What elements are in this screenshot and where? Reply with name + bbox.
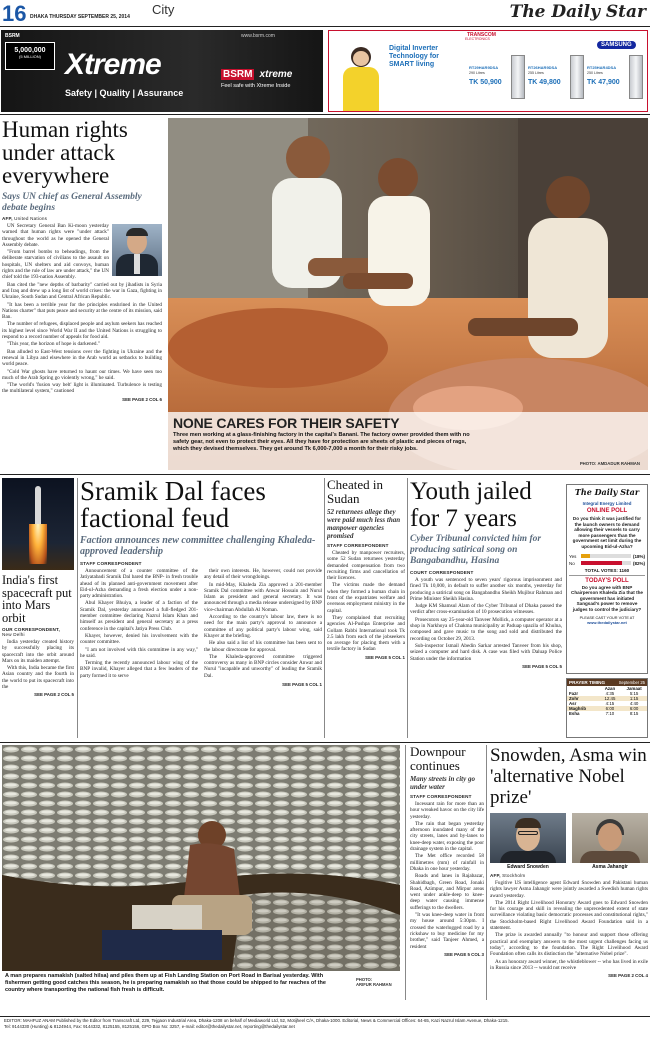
spacecraft-headline[interactable]: India's first spacecraft put into Mars orbit — [2, 573, 72, 625]
nobel-body — [490, 880, 648, 971]
sudan-paragraph: The victims made the demand when they formed a human chain in front of the expatriates welfare and overseas employment ministry in the capital. — [327, 582, 405, 614]
sudan-story — [327, 478, 405, 740]
paper-logo: The Daily Star — [509, 2, 646, 22]
prayer-cell: 8:15 — [629, 711, 639, 716]
fridge-icon — [511, 55, 525, 99]
spacecraft-story — [2, 478, 74, 740]
downpour-body — [410, 801, 484, 950]
spacecraft-paragraph: With this, India became the first Asian country and the fourth in the world to put its spacecraft into the — [2, 665, 74, 691]
poll-paper-logo: The Daily Star — [574, 487, 640, 497]
sramik-paragraph: He also said a list of his committee has been sent to the labour directorate for approval. — [204, 640, 322, 653]
youth-paragraph: Prosecutors say 25-year-old Tanveer Mollick, a computer operator at a shop in Narkhoya of Chakma municipality at Paduap upazila of Khulna, composed and gave music to the song and sold and distributed the recording on October 29, 2013. — [410, 616, 562, 642]
sramik-paragraph: Announcement of a counter committee of the Jatiyatabadi Sramik Dal bared the BNP- in fresh trouble ahead of its planned anti-government movement after Eid-ul-Azha demanding a fresh election under a non-party administration. — [80, 568, 198, 600]
sudan-see-more[interactable]: SEE PAGE 5 COL 1 — [365, 654, 405, 660]
poll-title: ONLINE POLL — [586, 508, 628, 514]
ad-model-item — [469, 55, 525, 111]
nobel-paragraph: The prize is awarded annually "to honour and support those offering practical and exemplary answers to the most urgent challenges facing us today", according to the foundation. The Right Livelihood Award Foundation often calls its distinction the "alternative Nobel prize". — [490, 932, 648, 958]
sudan-headline[interactable]: Cheated in Sudan — [327, 478, 383, 506]
youth-deck: Cyber Tribunal convicted him for producing satirical song on Bangabandhu, Hasina — [410, 534, 542, 566]
prayer-cell: 4:40 — [629, 701, 639, 706]
prayer-row — [567, 711, 647, 716]
sudan-paragraph: They complained that recruiting agencies Al-Pushpa Enterprise and Gollam Rabbi International took Tk 2.5 lakh from each of the jobseekers on average for placing them with a textile factory in Sudan — [327, 614, 405, 653]
masthead — [0, 0, 650, 28]
prayer-cell: 5:15 — [629, 691, 639, 696]
poll-sponsor: Integral Energy Limited — [582, 501, 632, 506]
jahangir-photo — [572, 813, 648, 863]
prayer-cell: Asr — [569, 701, 577, 706]
ad-badge-sub: (5 MILLION) — [18, 54, 41, 59]
lead-paragraph: "From barrel bombs to beheadings, from the deliberate starvation of civilians to the assault on hospitals, UN shelters and aid convoys, human rights and the rule of law are under attack," the UN chief told the 193-nation Assembly. — [2, 249, 109, 281]
nobel-paragraph: As an honorary award winner, the whistleblower -- who has lived in exile in Russia since 2013 -- would not receive — [490, 958, 648, 971]
lead-paragraph: UN Secretary General Ban Ki-moon yesterday warned that human rights were "under attack" throughout the world as he opened the General Assembly debate. — [2, 223, 109, 248]
prayer-cell: 4:35 — [605, 691, 615, 696]
prayer-title: PRAYER TIMING — [569, 680, 606, 685]
lead-paragraph: "Cold War ghosts have returned to haunt our times. We have seen too much of the Arab Spring go violently wrong," he said. — [2, 368, 162, 381]
ad-badge-number: 5,000,000 — [14, 47, 46, 54]
downpour-see-more[interactable]: SEE PAGE 5 COL 3 — [444, 951, 484, 957]
downpour-byline: STAFF CORRESPONDENT — [410, 794, 472, 799]
ad-model-name: RT26HAR9DSA — [528, 65, 558, 70]
youth-story — [410, 478, 562, 740]
lead-byline: AFP, United Nations — [2, 216, 48, 221]
lead-see-more[interactable]: SEE PAGE 2 COL 6 — [122, 396, 162, 402]
sramik-paragraph: The Khaleda-approved committee triggered controversy as many in BNP circles consider Anwar and Nurul "incapable and unworthy" of leading the Sramik Dal. — [204, 653, 322, 679]
sramik-see-more[interactable]: SEE PAGE 5 COL 1 — [282, 682, 322, 688]
ad-dealer-sub: ELECTRONICS — [465, 37, 490, 41]
ban-ki-moon-photo — [112, 224, 162, 276]
poll-yes-label: Yes — [569, 553, 577, 559]
main-photo-caption-box — [168, 412, 648, 470]
prayer-cell: 4:15 — [605, 701, 615, 706]
prayer-header-cell: Azan — [604, 686, 616, 691]
lead-paragraph: "The world's 'fusion way belt' light is illuminated. Turbulence is testing the multilateral system," cautioned — [2, 382, 162, 395]
nobel-paragraph: The 2014 Right Livelihood Honorary Award goes to Edward Snowden for his courage and skill in revealing the unprecedented extent of state surveillance violating basic democratic processes and constitutional rights," the Stockholm-based Right Livelihood Award Foundation said in a statement. — [490, 899, 648, 932]
downpour-deck: Many streets in city go under water — [410, 775, 475, 791]
main-photo-glass-factory — [168, 118, 648, 470]
snowden-photo — [490, 813, 566, 863]
poll-question: Do you think it was justified for the launch owners to demand allowing their vessels to carry more passengers than the government set limit during the upcoming Eid-ul-Azha? — [572, 516, 642, 549]
poll-today-question: Do you agree with BNP Chairperson Khaleda Zia that the government has initiated Sangsad's power to remove judges to control the judiciary? — [571, 584, 643, 612]
prayer-cell: Zohr — [569, 696, 579, 701]
sudan-body — [327, 550, 405, 653]
lead-paragraph: The number of refugees, displaced people and asylum seekers has reached its highest level since World War II and the United Nations is struggling to respond to a record number of appeals for food aid. — [2, 321, 162, 341]
spacecraft-paragraph: India yesterday created history by successfully placing its spacecraft into the orbit around Mars on its maiden attempt. — [2, 639, 74, 664]
main-photo-caption-title: NONE CARES FOR THEIR SAFETY — [173, 415, 400, 431]
ad-model-price: TK 50,900 — [469, 79, 502, 86]
ad-product: Xtreme — [65, 48, 161, 81]
nobel-story — [490, 745, 648, 1001]
sudan-deck: 52 returnees allege they were paid much less than manpower agencies promised — [327, 508, 401, 540]
lead-paragraph: "This year, the horizon of hope is darkened." — [7, 341, 100, 348]
ad-models — [469, 55, 644, 111]
dateline: DHAKA THURSDAY SEPTEMBER 25, 2014 — [30, 14, 130, 20]
sramik-paragraph: In mid-May, Khaleda Zia approved a 201-member Sramik Dal committee with Anwar Hossain and Nurul Islam as president and general secretary. It was announced through a media release undersigned by BNP vice-chairman Abdullah Al Noman. — [204, 581, 322, 613]
ad-model-photo — [337, 45, 385, 111]
nobel-see-more[interactable]: SEE PAGE 2 COL 4 — [608, 973, 648, 979]
spacecraft-body — [2, 639, 74, 690]
ad-url: www.bsrm.com — [241, 33, 275, 39]
ad-model-size: 290 Litres — [469, 71, 485, 75]
downpour-story — [410, 745, 484, 1001]
bottom-photo-caption: A man prepares namakish (salted hilsa) and piles them up at Fish Landing Station on Port Road in Barisal yesterday. With fishermen getting good catches this season, he is preparing namakish so that those could be shipped to far reaches of the country where transporting the national fish fresh is difficult. — [5, 973, 326, 993]
nobel-byline: AFP, Stockholm — [490, 873, 526, 878]
imprint-line-2: Tel: 9144330 (Hunting) & 8124944, Fax: 9144332, 8125155, 8125156, GPO Box No: 3257, e-mail: editor@thedailystar.net, reporting@thedailystar.net — [4, 1023, 295, 1029]
downpour-paragraph: "It was knee-deep water in front my house around 5:30pm. I crossed the waterlogged road by a rickshaw to buy medicine for my brother," said Tanjeer Ahmed, a resident — [410, 912, 484, 950]
bottom-photo-caption-box — [2, 971, 400, 1001]
nobel-headline[interactable]: Snowden, Asma win 'alternative Nobel prize' — [490, 745, 647, 808]
lead-paragraph: Ban cited the "new depths of barbarity" carried out by jihadists in Syria and Iraq and drew up a long list of world crises: the war in Gaza, fighting in Ukraine, South Sudan and Central African Republic. — [2, 281, 162, 301]
poll-footer: PLEASE CAST YOUR VOTE AT — [579, 615, 635, 620]
imprint-footer — [4, 1018, 646, 1038]
prayer-cell: 1:15 — [629, 696, 639, 701]
sramik-headline[interactable]: Sramik Dal faces factional feud — [80, 478, 266, 533]
ad-model-item — [528, 55, 584, 111]
poll-yes-pct: (18%) — [632, 553, 645, 559]
sramik-byline: STAFF CORRESPONDENT — [80, 561, 142, 566]
jahangir-caption: Asma Jahangir — [592, 864, 628, 870]
sramik-paragraph: "I am not involved with this committee in any way," he said. — [80, 646, 198, 659]
ad-model-size: 255 Litres — [528, 71, 544, 75]
downpour-paragraph: The Met office recorded 58 millimetres (mm) of rainfall in Dhaka in one hour yesterday. — [410, 853, 484, 872]
snowden-caption: Edward Snowden — [507, 864, 549, 870]
poll-no-bar — [581, 561, 622, 565]
nobel-paragraph: Fugitive US intelligence agent Edward Snowden and Pakistani human rights lawyer Asma Jahangir were jointly awarded a Swedish human rights award yesterday. — [490, 880, 648, 899]
spacecraft-see-more[interactable]: SEE PAGE 2 COL 5 — [34, 692, 74, 698]
youth-paragraph: Sub-inspector Ismail Abedin Sarkar arrested Tanveer from his shop, seized a computer and hard disk. A case was filed with Daluap Police Station under the information — [410, 642, 562, 662]
ad-model-name: RT29HAR9DSA — [469, 65, 499, 70]
sramik-paragraph: Terming the recently announced labour wing of the BNP invalid, Khayer alleged that a few leaders of the party formed it to serve — [80, 660, 198, 679]
ad-brand: BSRM — [5, 33, 20, 39]
poll-url[interactable]: www.thedailystar.net — [587, 619, 627, 625]
ad-logo2-tag: Feel safe with Xtreme Inside — [221, 83, 291, 89]
ad-dealer: TRANSCOM — [467, 32, 496, 38]
poll-total: TOTAL VOTES: 1160 — [584, 567, 630, 573]
online-poll[interactable] — [566, 484, 648, 674]
lead-paragraph: "It has been a terrible year for the principles enshrined in the United Nations charter" that puts peace and security at the centre of its mission, said Ban. — [2, 301, 162, 321]
lead-headline[interactable]: Human rights under attack everywhere — [2, 117, 128, 188]
prayer-cell: Maghrib — [569, 706, 587, 711]
section-name: City — [152, 2, 175, 17]
ad-model-price: TK 47,900 — [587, 79, 620, 86]
ad-model-item — [587, 55, 643, 111]
main-photo-caption: Three men working at a glass-finishing factory in the capital's Banani. The factory owner provided them with no safety gear, not even to protect their eyes. All they have for protection are sheets of plastic and pieces of rags, which they devised themselves. They get around Tk 6,000-7,000 a month for their risky jobs. — [173, 432, 470, 452]
sudan-byline: STAFF CORRESPONDENT — [327, 543, 389, 548]
prayer-cell: 6:00 — [629, 706, 639, 711]
sramik-paragraph: their own interests. He, however, could not provide any detail of their wrongdoings. — [204, 568, 322, 581]
youth-byline: COURT CORRESPONDENT — [410, 570, 474, 575]
youth-headline[interactable]: Youth jailed for 7 years — [410, 478, 532, 532]
ad-bsrm-xtreme[interactable] — [1, 30, 323, 112]
prayer-table — [567, 686, 647, 716]
poll-yes-bar — [581, 554, 590, 558]
ad-tagline: Safety | Quality | Assurance — [65, 88, 184, 98]
youth-body — [410, 577, 562, 662]
downpour-headline[interactable]: Downpour continues — [410, 745, 466, 773]
ad-samsung-logo: SAMSUNG — [597, 41, 636, 49]
prayer-date: September 25 — [618, 680, 645, 685]
downpour-paragraph: Incessant rain for more than an hour wreaked havoc on the city life yesterday. — [410, 801, 484, 820]
rocket-photo — [2, 478, 74, 570]
ad-headline: Digital Inverter Technology for SMART living — [389, 45, 440, 68]
ad-samsung[interactable] — [328, 30, 648, 112]
prayer-header-cell: Jamaat — [626, 686, 642, 691]
lead-story — [2, 116, 162, 472]
poll-results — [569, 553, 645, 567]
bottom-photo-image — [2, 745, 400, 971]
main-photo-credit: PHOTO: AMDADUR RAHMAN — [579, 461, 640, 466]
sramik-paragraph: According to the country's labour law, there is no need for the main party's approval to announce a committee of any political party's labour wing, said Khayer at the briefing. — [204, 614, 322, 639]
poll-today-label: TODAY'S POLL — [585, 577, 629, 584]
fridge-icon — [570, 55, 584, 99]
page-number: 16 — [2, 1, 27, 26]
ad-logo2-sub: xtreme — [259, 69, 293, 80]
lead-paragraph: Ban alluded to East-West tensions over the fighting in Ukraine and the renewal in Libya and elsewhere in the Arab world as setbacks to building world peace. — [2, 348, 162, 368]
imprint-line-1: EDITOR: MAHFUZ ANAM Published by the Editor from Transcraft Ltd, 229, Tejgaon Industrial Area, Dhaka-1208 on behalf of Mediaworld Ltd, 52, Motijheel C/A, Dhaka-1000. Editorial, News & Commercial Offices: 64-65, Kazi Nazrul Islam Avenue, Dhaka-1215. — [4, 1018, 509, 1023]
ad-badge — [5, 42, 55, 70]
ad-model-price: TK 49,800 — [528, 79, 561, 86]
sramik-paragraph: Abul Khayer Bhuiya, a leader of a faction of the Sramik Dal, yesterday announced a full-fledged 201-member committee declaring Nazrul Islam Khan and himself as president and general secretary at a press conference in the capital's Jatiya Press Club. — [80, 600, 198, 632]
poll-no-pct: (82%) — [632, 560, 645, 566]
sramik-deck: Faction announces new committee challenging Khaleda-approved leadership — [80, 535, 316, 557]
bottom-photo-hilsa — [2, 745, 400, 1001]
youth-paragraph: Judge KM Shamsul Alam of the Cyber Tribunal of Dhaka passed the verdict after cross-examination of 10 prosecution witnesses. — [410, 603, 562, 616]
prayer-cell: 12:45 — [604, 696, 616, 701]
sramik-body-col2 — [204, 568, 322, 680]
sramik-body-col1 — [80, 568, 198, 680]
sudan-paragraph: Cheated by manpower recruiters, some 52 Sudan returnees yesterday demanded compensation from two recruiting firms and cancellation of their licences. — [327, 550, 405, 582]
ad-model-size: 250 Litres — [587, 71, 603, 75]
ad-logo2-main: BSRM — [223, 69, 253, 80]
lead-deck: Says UN chief as General Assembly debate begins — [2, 192, 142, 213]
downpour-paragraph: The rain that began yesterday afternoon inundated many of the city streets, lanes and by-lanes to knee-deep water, exposing the poor drainage system in the capital. — [410, 820, 484, 853]
prayer-cell: Fazr — [569, 691, 579, 696]
sramik-story — [80, 478, 322, 740]
poll-no-label: No — [569, 560, 575, 566]
prayer-cell: Esha — [569, 711, 580, 716]
bottom-photo-credit: PHOTO: ARIFUR RAHMAN — [356, 977, 392, 987]
prayer-cell: 7:10 — [605, 711, 615, 716]
spacecraft-byline: OUR CORRESPONDENT, New Delhi — [2, 627, 60, 637]
youth-see-more[interactable]: SEE PAGE 5 COL 5 — [522, 663, 562, 669]
ad-logo2 — [221, 62, 316, 89]
youth-paragraph: A youth was sentenced to seven years' rigorous imprisonment and fined Tk 10,000, in default to suffer another six months, yesterday for producing a satirical song on Bangabandhu Sheikh Mujibur Rahman and Prime Minister Sheikh Hasina. — [410, 577, 562, 602]
ad-model-name: RT25HAR4DSA — [587, 65, 617, 70]
downpour-paragraph: Roads and lanes in Rajabazar, Shahidbagh, Green Road, Jonaki Road, Azimpur, and Mirpur areas went under ankle-deep to knee-deep water causing immense sufferings to the dwellers. — [410, 873, 484, 911]
prayer-cell: 6:00 — [605, 706, 615, 711]
fridge-icon — [629, 55, 643, 99]
prayer-timing — [566, 678, 648, 738]
sramik-paragraph: Khayer, however, denied his involvement with the counter committee. — [80, 632, 198, 646]
